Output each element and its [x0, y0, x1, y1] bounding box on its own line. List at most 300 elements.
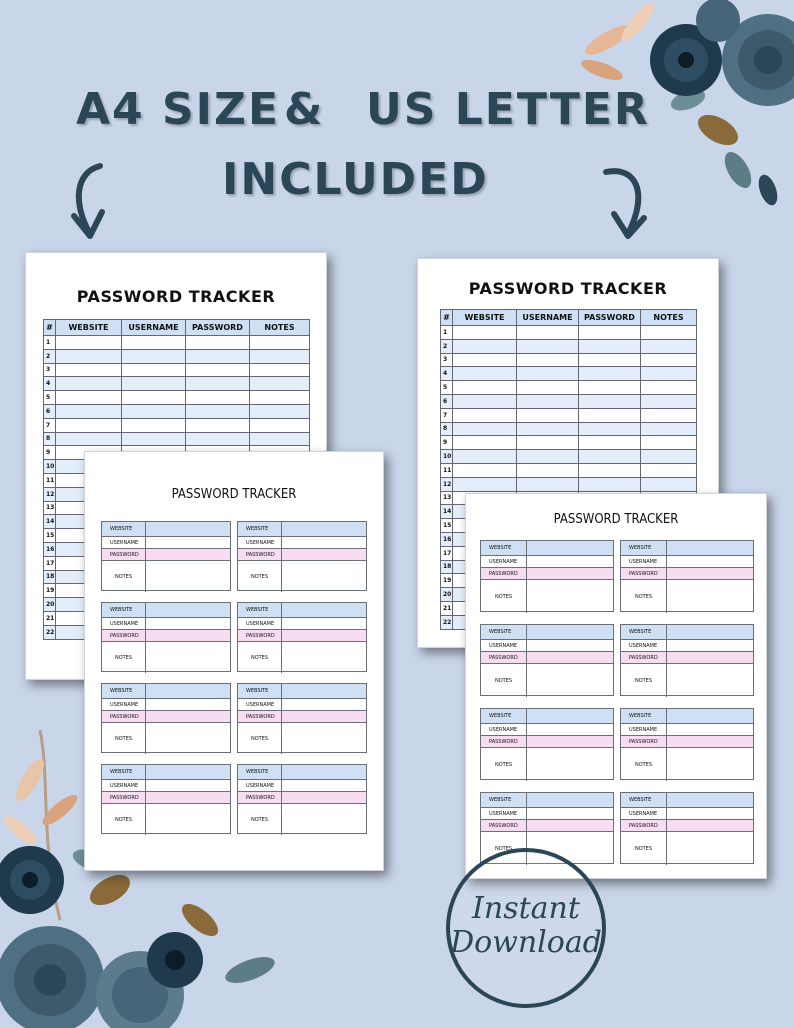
- username-row: [238, 780, 366, 792]
- table-cell: [56, 363, 122, 377]
- row-number: 8: [441, 422, 453, 436]
- row-number: 12: [441, 477, 453, 491]
- notes-row: [238, 804, 366, 835]
- username-label: USERNAME: [238, 618, 282, 629]
- notes-row: [102, 642, 230, 673]
- website-row: [621, 709, 753, 724]
- notes-label: NOTES: [621, 748, 667, 781]
- password-label: PASSWORD: [621, 652, 667, 663]
- notes-label: NOTES: [238, 804, 282, 835]
- table-cell: [517, 408, 579, 422]
- notes-label: NOTES: [102, 804, 146, 835]
- password-label: PASSWORD: [481, 652, 527, 663]
- table-row: [441, 367, 697, 381]
- username-row: [481, 556, 613, 568]
- table-cell: [453, 450, 517, 464]
- notes-row: [621, 748, 753, 781]
- table-cell: [579, 394, 641, 408]
- table-cell: [453, 353, 517, 367]
- credential-card: [237, 683, 367, 753]
- website-row: [102, 765, 230, 780]
- credential-card: [620, 792, 754, 864]
- a4-card-sheet: [84, 451, 384, 871]
- password-row: [481, 736, 613, 748]
- row-number: 7: [441, 408, 453, 422]
- website-label: WEBSITE: [481, 625, 527, 639]
- flower-cluster-icon: [568, 0, 794, 220]
- row-number: 15: [441, 519, 453, 533]
- password-row: [238, 792, 366, 804]
- username-label: USERNAME: [238, 537, 282, 548]
- table-cell: [56, 432, 122, 446]
- headline-included: INCLUDED: [222, 154, 489, 205]
- table-cell: [250, 432, 310, 446]
- username-row: [621, 640, 753, 652]
- username-row: [238, 537, 366, 549]
- password-row: [238, 711, 366, 723]
- website-row: [481, 541, 613, 556]
- table-cell: [186, 391, 250, 405]
- credential-card: [620, 540, 754, 612]
- password-label: PASSWORD: [621, 820, 667, 831]
- notes-row: [238, 642, 366, 673]
- column-header: WEBSITE: [453, 310, 517, 326]
- row-number: 5: [441, 381, 453, 395]
- username-row: [238, 618, 366, 630]
- row-number: 3: [441, 353, 453, 367]
- password-row: [481, 820, 613, 832]
- table-row: [44, 336, 310, 350]
- password-row: [481, 568, 613, 580]
- table-row: [441, 463, 697, 477]
- row-number: 19: [44, 584, 56, 598]
- table-cell: [56, 349, 122, 363]
- username-label: USERNAME: [102, 537, 146, 548]
- notes-row: [102, 561, 230, 592]
- credential-card: [237, 602, 367, 672]
- row-number: 8: [44, 432, 56, 446]
- table-cell: [579, 477, 641, 491]
- website-label: WEBSITE: [238, 522, 282, 536]
- username-row: [621, 724, 753, 736]
- table-row: [441, 422, 697, 436]
- password-row: [102, 630, 230, 642]
- table-row: [441, 394, 697, 408]
- website-row: [102, 684, 230, 699]
- password-label: PASSWORD: [102, 792, 146, 803]
- row-number: 4: [441, 367, 453, 381]
- table-row: [44, 377, 310, 391]
- credential-card: [101, 764, 231, 834]
- website-row: [238, 603, 366, 618]
- table-cell: [250, 391, 310, 405]
- table-cell: [579, 367, 641, 381]
- table-row: [44, 349, 310, 363]
- notes-label: NOTES: [621, 832, 667, 865]
- notes-label: NOTES: [621, 580, 667, 613]
- website-row: [621, 541, 753, 556]
- table-cell: [122, 377, 186, 391]
- table-cell: [641, 339, 697, 353]
- table-cell: [122, 391, 186, 405]
- credential-card: [237, 764, 367, 834]
- table-cell: [453, 394, 517, 408]
- website-row: [238, 684, 366, 699]
- username-label: USERNAME: [621, 556, 667, 567]
- password-label: PASSWORD: [238, 711, 282, 722]
- table-cell: [250, 404, 310, 418]
- table-cell: [56, 391, 122, 405]
- table-cell: [641, 463, 697, 477]
- table-cell: [517, 463, 579, 477]
- table-cell: [186, 418, 250, 432]
- credential-card: [480, 540, 614, 612]
- notes-label: NOTES: [238, 561, 282, 592]
- password-label: PASSWORD: [621, 568, 667, 579]
- password-label: PASSWORD: [102, 549, 146, 560]
- badge-line-1: Instant: [472, 891, 580, 926]
- username-row: [102, 780, 230, 792]
- table-cell: [579, 422, 641, 436]
- table-cell: [517, 394, 579, 408]
- table-cell: [453, 326, 517, 340]
- table-row: [441, 408, 697, 422]
- row-number: 1: [441, 326, 453, 340]
- notes-label: NOTES: [481, 580, 527, 613]
- table-cell: [186, 432, 250, 446]
- table-cell: [453, 367, 517, 381]
- table-cell: [250, 336, 310, 350]
- table-row: [441, 339, 697, 353]
- column-header: #: [44, 320, 56, 336]
- table-row: [44, 391, 310, 405]
- credential-card: [620, 624, 754, 696]
- headline-a4: A4 SIZE: [76, 84, 281, 135]
- page-title: PASSWORD TRACKER: [553, 512, 679, 527]
- row-number: 18: [44, 570, 56, 584]
- row-number: 10: [441, 450, 453, 464]
- username-label: USERNAME: [238, 699, 282, 710]
- table-row: [441, 477, 697, 491]
- website-label: WEBSITE: [481, 709, 527, 723]
- column-header: USERNAME: [517, 310, 579, 326]
- arrow-down-left-icon: [66, 162, 114, 242]
- website-label: WEBSITE: [102, 684, 146, 698]
- website-row: [102, 603, 230, 618]
- website-label: WEBSITE: [102, 765, 146, 779]
- table-cell: [641, 367, 697, 381]
- username-label: USERNAME: [102, 618, 146, 629]
- badge-line-2: Download: [450, 925, 602, 960]
- password-row: [102, 711, 230, 723]
- instant-download-badge: [446, 848, 606, 1008]
- username-label: USERNAME: [102, 699, 146, 710]
- username-label: USERNAME: [481, 724, 527, 735]
- username-label: USERNAME: [621, 808, 667, 819]
- table-cell: [517, 367, 579, 381]
- notes-row: [238, 561, 366, 592]
- username-label: USERNAME: [621, 640, 667, 651]
- table-row: [441, 353, 697, 367]
- table-cell: [186, 349, 250, 363]
- username-row: [481, 808, 613, 820]
- table-cell: [641, 436, 697, 450]
- table-cell: [250, 349, 310, 363]
- password-label: PASSWORD: [102, 630, 146, 641]
- table-cell: [517, 339, 579, 353]
- website-label: WEBSITE: [621, 709, 667, 723]
- row-number: 6: [441, 394, 453, 408]
- password-label: PASSWORD: [102, 711, 146, 722]
- table-row: [441, 326, 697, 340]
- password-row: [621, 568, 753, 580]
- table-cell: [186, 404, 250, 418]
- notes-label: NOTES: [102, 642, 146, 673]
- row-number: 7: [44, 418, 56, 432]
- username-label: USERNAME: [481, 556, 527, 567]
- username-row: [481, 724, 613, 736]
- column-header: PASSWORD: [579, 310, 641, 326]
- table-cell: [579, 353, 641, 367]
- table-cell: [579, 326, 641, 340]
- table-cell: [250, 418, 310, 432]
- table-cell: [122, 418, 186, 432]
- table-row: [44, 363, 310, 377]
- table-cell: [641, 408, 697, 422]
- table-cell: [641, 326, 697, 340]
- table-cell: [186, 336, 250, 350]
- notes-row: [481, 748, 613, 781]
- credential-card: [101, 683, 231, 753]
- table-cell: [453, 477, 517, 491]
- table-cell: [517, 326, 579, 340]
- column-header: USERNAME: [122, 320, 186, 336]
- row-number: 6: [44, 404, 56, 418]
- username-row: [238, 699, 366, 711]
- table-cell: [517, 477, 579, 491]
- table-cell: [453, 381, 517, 395]
- website-row: [621, 793, 753, 808]
- username-label: USERNAME: [481, 640, 527, 651]
- row-number: 20: [441, 588, 453, 602]
- column-header: WEBSITE: [56, 320, 122, 336]
- table-row: [441, 450, 697, 464]
- notes-row: [102, 804, 230, 835]
- row-number: 21: [44, 611, 56, 625]
- notes-label: NOTES: [102, 561, 146, 592]
- row-number: 10: [44, 460, 56, 474]
- website-label: WEBSITE: [238, 684, 282, 698]
- table-cell: [517, 353, 579, 367]
- table-cell: [579, 450, 641, 464]
- row-number: 5: [44, 391, 56, 405]
- table-cell: [453, 436, 517, 450]
- row-number: 18: [441, 560, 453, 574]
- column-header: NOTES: [250, 320, 310, 336]
- credential-card: [480, 624, 614, 696]
- password-label: PASSWORD: [621, 736, 667, 747]
- row-number: 13: [441, 491, 453, 505]
- row-number: 16: [441, 532, 453, 546]
- table-cell: [453, 463, 517, 477]
- row-number: 17: [44, 556, 56, 570]
- credential-card: [237, 521, 367, 591]
- table-cell: [122, 363, 186, 377]
- website-label: WEBSITE: [481, 793, 527, 807]
- username-row: [102, 699, 230, 711]
- password-label: PASSWORD: [238, 549, 282, 560]
- username-row: [102, 537, 230, 549]
- row-number: 1: [44, 336, 56, 350]
- credential-card: [101, 521, 231, 591]
- table-cell: [517, 450, 579, 464]
- table-cell: [641, 422, 697, 436]
- table-cell: [517, 381, 579, 395]
- password-label: PASSWORD: [481, 568, 527, 579]
- table-cell: [250, 377, 310, 391]
- table-cell: [517, 422, 579, 436]
- table-cell: [122, 336, 186, 350]
- table-row: [44, 432, 310, 446]
- row-number: 22: [44, 625, 56, 639]
- table-cell: [641, 450, 697, 464]
- row-number: 14: [441, 505, 453, 519]
- row-number: 2: [44, 349, 56, 363]
- table-cell: [641, 353, 697, 367]
- table-cell: [56, 418, 122, 432]
- password-label: PASSWORD: [238, 792, 282, 803]
- notes-row: [238, 723, 366, 754]
- notes-row: [481, 580, 613, 613]
- table-cell: [453, 422, 517, 436]
- notes-row: [102, 723, 230, 754]
- password-row: [621, 820, 753, 832]
- page-title: PASSWORD TRACKER: [76, 287, 276, 306]
- table-cell: [453, 339, 517, 353]
- notes-label: NOTES: [238, 642, 282, 673]
- table-cell: [122, 432, 186, 446]
- table-row: [441, 381, 697, 395]
- row-number: 14: [44, 515, 56, 529]
- username-label: USERNAME: [481, 808, 527, 819]
- column-header: PASSWORD: [186, 320, 250, 336]
- row-number: 20: [44, 598, 56, 612]
- page-title: PASSWORD TRACKER: [171, 487, 297, 502]
- row-number: 3: [44, 363, 56, 377]
- password-label: PASSWORD: [238, 630, 282, 641]
- table-cell: [517, 436, 579, 450]
- password-row: [621, 736, 753, 748]
- notes-label: NOTES: [481, 832, 527, 865]
- website-row: [621, 625, 753, 640]
- notes-row: [481, 664, 613, 697]
- table-cell: [579, 408, 641, 422]
- website-label: WEBSITE: [238, 603, 282, 617]
- headline-ampersand: &: [284, 84, 325, 135]
- notes-row: [621, 832, 753, 865]
- column-header: #: [441, 310, 453, 326]
- website-row: [102, 522, 230, 537]
- notes-label: NOTES: [102, 723, 146, 754]
- table-cell: [579, 381, 641, 395]
- table-cell: [579, 436, 641, 450]
- row-number: 4: [44, 377, 56, 391]
- password-row: [102, 792, 230, 804]
- table-cell: [579, 463, 641, 477]
- username-label: USERNAME: [102, 780, 146, 791]
- website-row: [238, 522, 366, 537]
- us-letter-card-sheet: [465, 493, 767, 879]
- username-row: [481, 640, 613, 652]
- password-label: PASSWORD: [481, 736, 527, 747]
- credential-card: [480, 708, 614, 780]
- password-row: [621, 652, 753, 664]
- website-label: WEBSITE: [621, 625, 667, 639]
- row-number: 9: [44, 446, 56, 460]
- row-number: 2: [441, 339, 453, 353]
- row-number: 15: [44, 529, 56, 543]
- table-cell: [641, 394, 697, 408]
- table-cell: [56, 404, 122, 418]
- table-cell: [250, 363, 310, 377]
- table-cell: [186, 377, 250, 391]
- website-row: [238, 765, 366, 780]
- headline-us-letter: US LETTER: [366, 84, 650, 135]
- row-number: 19: [441, 574, 453, 588]
- table-cell: [579, 339, 641, 353]
- password-label: PASSWORD: [481, 820, 527, 831]
- table-cell: [186, 363, 250, 377]
- table-cell: [641, 381, 697, 395]
- notes-row: [621, 580, 753, 613]
- credential-card: [101, 602, 231, 672]
- row-number: 13: [44, 501, 56, 515]
- row-number: 9: [441, 436, 453, 450]
- notes-label: NOTES: [481, 748, 527, 781]
- table-cell: [122, 349, 186, 363]
- website-row: [481, 793, 613, 808]
- password-row: [102, 549, 230, 561]
- table-row: [44, 404, 310, 418]
- row-number: 22: [441, 615, 453, 629]
- page-title: PASSWORD TRACKER: [468, 279, 668, 298]
- website-label: WEBSITE: [481, 541, 527, 555]
- website-label: WEBSITE: [102, 603, 146, 617]
- table-row: [441, 436, 697, 450]
- column-header: NOTES: [641, 310, 697, 326]
- notes-label: NOTES: [621, 664, 667, 697]
- password-row: [481, 652, 613, 664]
- username-label: USERNAME: [238, 780, 282, 791]
- row-number: 16: [44, 542, 56, 556]
- password-row: [238, 549, 366, 561]
- table-cell: [56, 377, 122, 391]
- username-label: USERNAME: [621, 724, 667, 735]
- row-number: 11: [44, 473, 56, 487]
- notes-label: NOTES: [238, 723, 282, 754]
- password-row: [238, 630, 366, 642]
- row-number: 11: [441, 463, 453, 477]
- website-label: WEBSITE: [102, 522, 146, 536]
- notes-row: [621, 664, 753, 697]
- website-label: WEBSITE: [238, 765, 282, 779]
- username-row: [621, 556, 753, 568]
- credential-card: [620, 708, 754, 780]
- row-number: 17: [441, 546, 453, 560]
- notes-label: NOTES: [481, 664, 527, 697]
- row-number: 12: [44, 487, 56, 501]
- username-row: [102, 618, 230, 630]
